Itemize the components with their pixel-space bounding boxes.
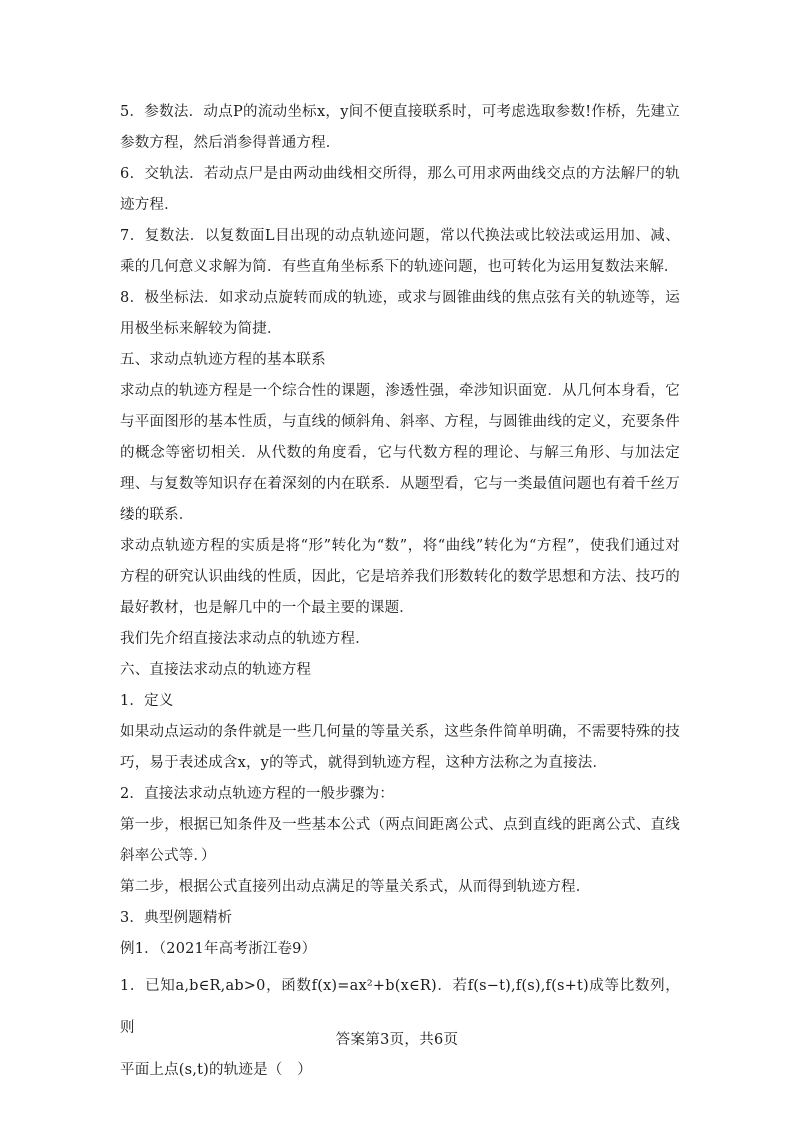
paragraph-step-one: 第一步，根据已知条件及一些基本公式（两点间距离公式、点到直线的距离公式、直线斜率公式等．）	[120, 817, 680, 864]
example-title: 例1．（2021年高考浙江卷9）	[120, 941, 317, 957]
section-heading-6: 六、直接法求动点的轨迹方程	[120, 662, 312, 678]
paragraph-essence: 求动点轨迹方程的实质是将“形”转化为“数”，将“曲线”转化为“方程”，使我们通过对方程的研究认识曲线的性质，因此，它是培养我们形数转化的数学思想和方法、技巧的最好教材，也是解几中的一个最主要的课题．	[120, 538, 680, 616]
paragraph-intersection-method: 6．交轨法．若动点尸是由两动曲线相交所得，那么可用求两曲线交点的方法解尸的轨迹方程．	[120, 166, 680, 213]
paragraph-complex-method: 7．复数法．以复数面L目出现的动点轨迹问题，常以代换法或比较法或运用加、减、乘的几何意义求解为简．有些直角坐标系下的轨迹问题，也可转化为运用复数法来解．	[120, 228, 680, 275]
paragraph-definition: 如果动点运动的条件就是一些几何量的等量关系，这些条件简单明确，不需要特殊的技巧，易于表述成含x，y的等式，就得到轨迹方程，这种方法称之为直接法．	[120, 724, 680, 771]
paragraph-intro-direct: 我们先介绍直接法求动点的轨迹方程．	[120, 631, 370, 647]
subheading-steps: 2．直接法求动点轨迹方程的一般步骤为：	[120, 786, 395, 802]
page-footer: 答案第3页，共6页	[335, 1032, 459, 1048]
paragraph-step-two: 第二步，根据公式直接列出动点满足的等量关系式，从而得到轨迹方程．	[120, 879, 591, 895]
paragraph-parameter-method: 5．参数法．动点P的流动坐标x，y间不便直接联系时，可考虑选取参数!作桥，先建立参数方程，然后消参得普通方程．	[120, 104, 680, 151]
paragraph-polar-method: 8．极坐标法．如求动点旋转而成的轨迹，或求与圆锥曲线的焦点弦有关的轨迹等，运用极坐标来解较为简捷．	[120, 290, 680, 337]
section-heading-5: 五、求动点轨迹方程的基本联系	[120, 352, 326, 368]
subheading-definition: 1．定义	[120, 693, 174, 709]
example-question-continued: 平面上点(s,t)的轨迹是（ ）	[120, 1062, 312, 1078]
example-question: 1．已知a,b∈R,ab>0，函数f(x)=ax²+b(x∈R)．若f(s−t),f(s),f(s+t)成等比数列，则	[120, 978, 680, 1036]
subheading-examples: 3．典型例题精析	[120, 910, 233, 926]
paragraph-basic-connection: 求动点的轨迹方程是一个综合性的课题，渗透性强，牵涉知识面宽．从几何本身看，它与平面图形的基本性质，与直线的倾斜角、斜率、方程，与圆锥曲线的定义，充要条件的概念等密切相关．从代数的角度看，它与代数方程的理论、与解三角形、与加法定理、与复数等知识存在着深刻的内在联系．从题型看，它与一类最值问题也有着千丝万缕的联系．	[120, 383, 680, 523]
document-body	[120, 97, 680, 1091]
